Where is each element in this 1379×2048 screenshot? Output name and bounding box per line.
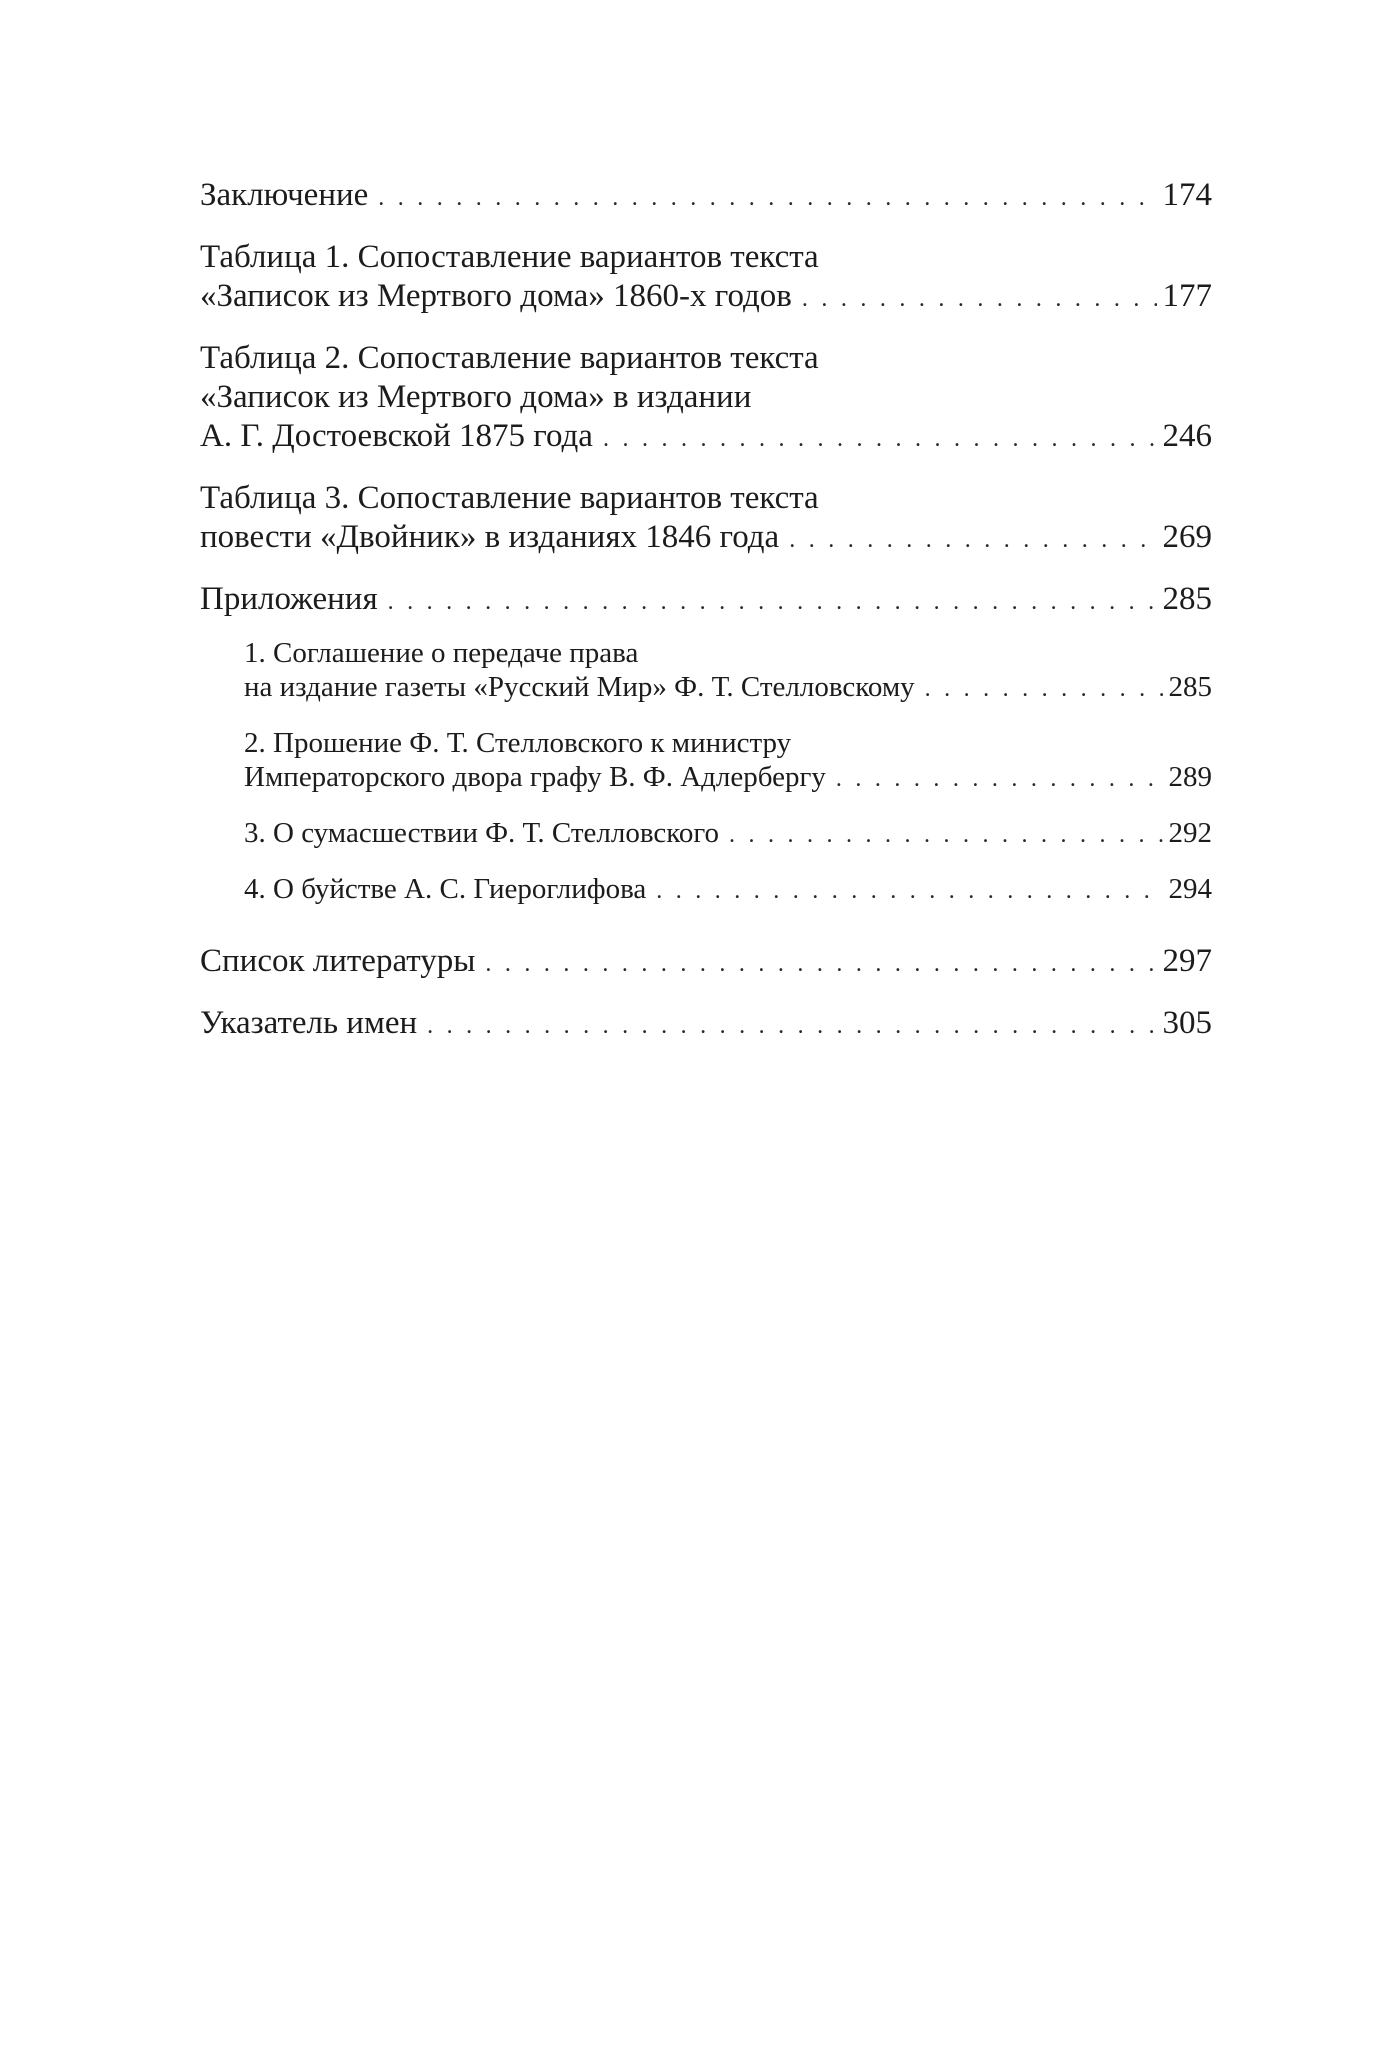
toc-entry-title: Заключение [200,177,369,213]
toc-page-number: 246 [1162,418,1212,454]
toc-entry-title-cont: на издание газеты «Русский Мир» Ф. Т. Стелловскому [244,671,915,703]
toc-entry-title-cont: А. Г. Достоевской 1875 года [200,418,593,454]
toc-page-number: 292 [1168,817,1212,849]
toc-entry-table3 [200,479,1212,560]
toc-page-number: 269 [1162,519,1212,555]
toc-entry-title: 3. О сумасшествии Ф. Т. Стелловского [244,817,720,849]
toc-entry-title: Таблица 3. Сопоставление вариантов текста [200,480,819,516]
toc-entry-title-cont: Императорского двора графу В. Ф. Адлербергу [244,761,826,793]
toc-entry-table2 [200,339,1212,459]
toc-page-number: 174 [1162,177,1212,213]
toc-entry-index [200,1004,1212,1046]
toc-page-number: 289 [1168,761,1212,793]
toc-entry-title: Таблица 2. Сопоставление вариантов текста [200,340,819,376]
toc-page-number: 305 [1162,1005,1212,1041]
toc-page-number: 285 [1162,581,1212,617]
dot-leader [603,417,1157,459]
dot-leader [656,872,1162,908]
dot-leader [729,816,1162,852]
toc-entry-title: Приложения [200,581,378,617]
toc-entry-bibliography [200,942,1212,984]
table-of-contents [200,176,1212,1046]
toc-page-number: 297 [1162,943,1212,979]
toc-entry-appendix-1 [200,636,1212,706]
toc-entry-title: 1. Соглашение о передаче права [244,637,639,669]
dot-leader [485,942,1156,984]
toc-entry-appendix-2 [200,726,1212,796]
dot-leader [789,518,1156,560]
dot-leader [427,1004,1156,1046]
dot-leader [925,670,1163,706]
toc-entry-title: 4. О буйстве А. С. Гиероглифова [244,873,647,905]
dot-leader [388,580,1157,622]
dot-leader [378,176,1156,218]
toc-entry-conclusion [200,176,1212,218]
dot-leader [802,277,1157,319]
toc-entry-appendices [200,580,1212,622]
toc-page-number: 285 [1168,671,1212,703]
toc-entry-appendix-4 [200,872,1212,908]
toc-entry-title-cont: «Записок из Мертвого дома» 1860-х годов [200,278,792,314]
toc-entry-title: Список литературы [200,943,476,979]
toc-entry-appendix-3 [200,816,1212,852]
toc-page-number: 177 [1162,278,1212,314]
toc-entry-title-cont: «Записок из Мертвого дома» в издании [200,379,752,415]
dot-leader [836,760,1163,796]
toc-entry-title: Указатель имен [200,1005,418,1041]
toc-entry-title: 2. Прошение Ф. Т. Стелловского к министру [244,727,792,759]
toc-page-number: 294 [1168,873,1212,905]
toc-entry-title: Таблица 1. Сопоставление вариантов текста [200,239,819,275]
toc-entry-title-cont: повести «Двойник» в изданиях 1846 года [200,519,780,555]
toc-entry-table1 [200,238,1212,319]
